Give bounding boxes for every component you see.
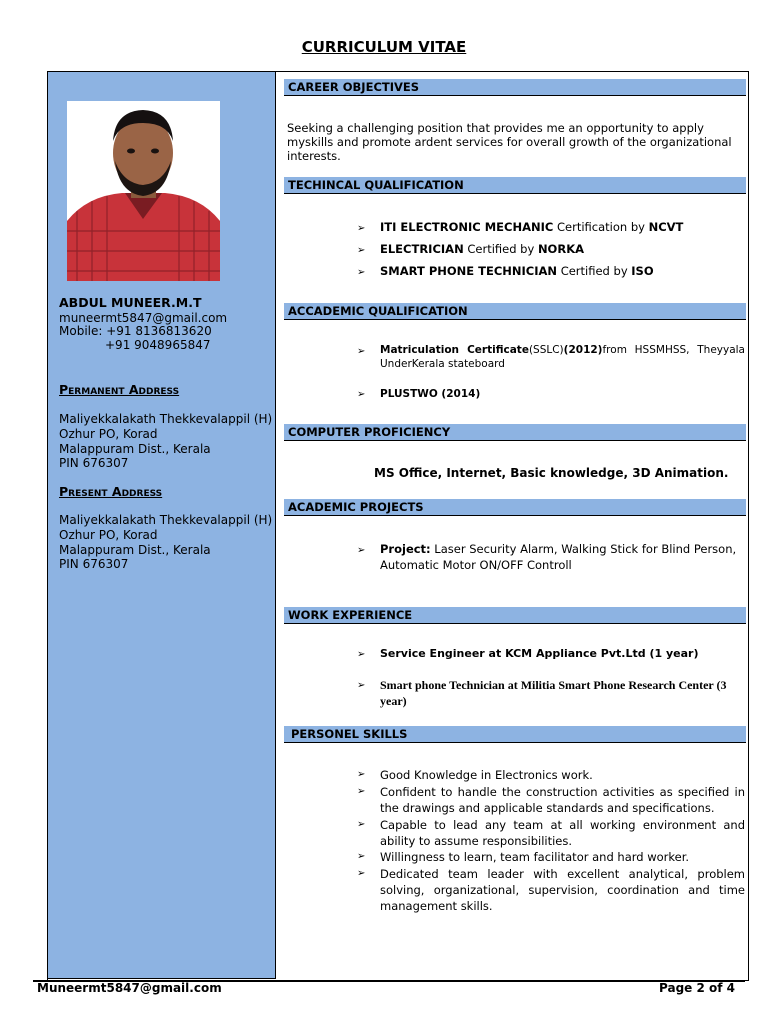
technical-item: SMART PHONE TECHNICIAN Certified by ISO [380, 264, 654, 278]
academic-item-matriculation: Matriculation Certificate(SSLC)(2012)from HSSMHSS, Theyyala UnderKerala stateboard [380, 344, 745, 370]
skill-item: Dedicated team leader with excellent analytical, problem solving, organizational, supervision, coordination and time management skills. [380, 867, 745, 913]
academic-qualification-heading: ACCADEMIC QUALIFICATION [284, 303, 746, 320]
bullet-arrow-icon: ➢ [357, 389, 366, 400]
permanent-address-line: Malappuram Dist., Kerala [59, 442, 211, 456]
bullet-arrow-icon: ➢ [357, 346, 366, 357]
email-text: muneermt5847@gmail.com [59, 311, 228, 325]
career-objectives-text: Seeking a challenging position that provides me an opportunity to apply myskills and promote ardent services for overall growth of the organizational interests. [287, 121, 732, 163]
bullet-arrow-icon: ➢ [357, 649, 366, 660]
work-experience-heading: WORK EXPERIENCE [284, 607, 746, 624]
bullet-arrow-icon: ➢ [357, 769, 366, 780]
personal-skills-heading: PERSONEL SKILLS [284, 726, 746, 743]
permanent-address-line: Ozhur PO, Korad [59, 427, 158, 441]
profile-photo [67, 101, 220, 281]
bullet-arrow-icon: ➢ [357, 819, 366, 830]
footer-email: Muneermt5847@gmail.com [37, 981, 222, 995]
candidate-name: ABDUL MUNEER.M.T [59, 295, 202, 310]
present-address-line: Malappuram Dist., Kerala [59, 543, 211, 557]
bullet-arrow-icon: ➢ [357, 851, 366, 862]
permanent-address-heading: Permanent Address [59, 382, 180, 397]
computer-proficiency-heading: COMPUTER PROFICIENCY [284, 424, 746, 441]
project-item: Project: Laser Security Alarm, Walking Stick for Blind Person, Automatic Motor ON/OFF Controll [380, 542, 737, 572]
technical-qualification-heading: TECHINCAL QUALIFICATION [284, 177, 746, 194]
permanent-address-line: Maliyekkalakath Thekkevalappil (H) [59, 412, 273, 426]
present-address-heading: Present Address [59, 484, 163, 499]
present-address-line: PIN 676307 [59, 557, 129, 571]
career-objectives-heading: CAREER OBJECTIVES [284, 79, 746, 96]
academic-projects-heading: ACADEMIC PROJECTS [284, 499, 746, 516]
bullet-arrow-icon: ➢ [357, 267, 366, 278]
skill-item: Confident to handle the construction activities as specified in the drawings and applicable standards and specifications. [380, 785, 745, 815]
skill-item: Capable to lead any team at all working environment and ability to assume responsibilities. [380, 818, 745, 848]
technical-item: ITI ELECTRONIC MECHANIC Certification by NCVT [380, 220, 684, 234]
work-item: Service Engineer at KCM Appliance Pvt.Ltd (1 year) [380, 647, 699, 660]
footer-page-number: Page 2 of 4 [659, 981, 735, 995]
mobile-primary: Mobile: +91 8136813620 [59, 324, 212, 338]
bullet-arrow-icon: ➢ [357, 786, 366, 797]
skill-item: Willingness to learn, team facilitator and hard worker. [380, 850, 690, 864]
skill-item: Good Knowledge in Electronics work. [380, 768, 593, 782]
present-address-line: Ozhur PO, Korad [59, 528, 158, 542]
technical-item: ELECTRICIAN Certified by NORKA [380, 242, 585, 256]
present-address-line: Maliyekkalakath Thekkevalappil (H) [59, 513, 273, 527]
bullet-arrow-icon: ➢ [357, 545, 366, 556]
bullet-arrow-icon: ➢ [357, 680, 366, 691]
work-item: Smart phone Technician at Militia Smart Phone Research Center (3 year) [380, 678, 727, 708]
bullet-arrow-icon: ➢ [357, 223, 366, 234]
bullet-arrow-icon: ➢ [357, 868, 366, 879]
permanent-address-line: PIN 676307 [59, 456, 129, 470]
academic-item-plustwo: PLUSTWO (2014) [380, 388, 481, 400]
mobile-secondary: +91 9048965847 [105, 338, 211, 352]
computer-proficiency-text: MS Office, Internet, Basic knowledge, 3D Animation. [374, 466, 729, 480]
document-title: CURRICULUM VITAE [301, 38, 467, 56]
bullet-arrow-icon: ➢ [357, 245, 366, 256]
